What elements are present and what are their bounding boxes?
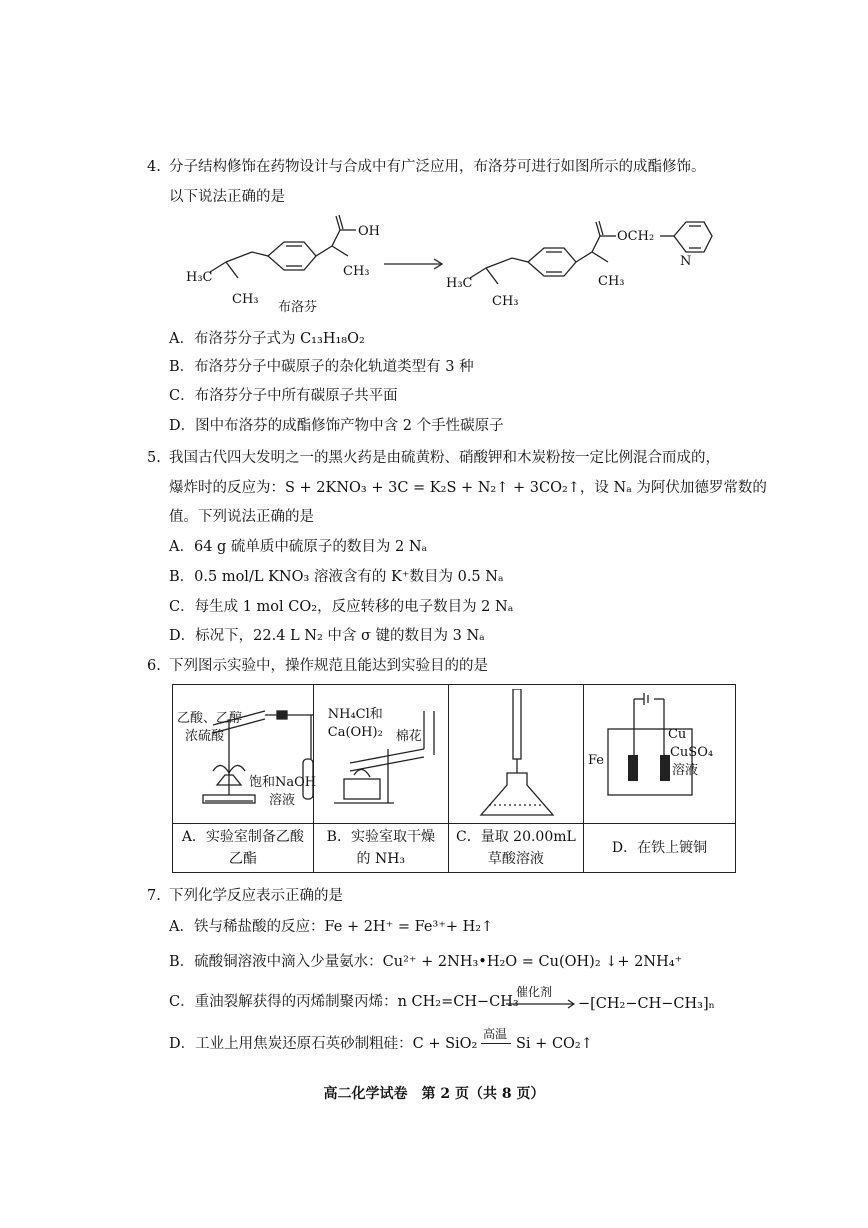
product-h3c-label: H₃C: [446, 276, 473, 291]
q7-option-c-arrow-icon: [506, 998, 578, 1010]
q7-option-c-product: −[CH₂−CH−CH₃]ₙ: [578, 996, 715, 1012]
q5-option-d: D．标况下，22.4 L N₂ 中含 σ 键的数目为 3 Nₐ: [169, 628, 485, 644]
experiment-a-caption: A．实验室制备乙酸 乙酯: [173, 824, 314, 873]
q5-option-b: B．0.5 mol/L KNO₃ 溶液含有的 K⁺数目为 0.5 Nₐ: [169, 569, 504, 585]
question-4-stem-line2: 以下说法正确的是: [169, 189, 285, 205]
question-7-number: 7.: [147, 888, 161, 904]
experiment-a-label-acid: 浓硫酸: [185, 729, 225, 744]
experiment-a-label-reagents: 乙酸、乙醇: [177, 711, 243, 726]
question-6-number: 6.: [147, 658, 161, 674]
product-ch3-bottom-label: CH₃: [492, 294, 519, 309]
reactant-name-label: 布洛芬: [278, 300, 318, 315]
q4-option-c: C．布洛芬分子中所有碳原子共平面: [169, 388, 398, 404]
experiment-b-caption: B．实验室取干燥 的 NH₃: [313, 824, 448, 873]
page-footer: 高二化学试卷 第 2 页（共 8 页）: [323, 1086, 545, 1102]
experiment-b-label-nh4cl: NH₄Cl和: [327, 707, 383, 722]
experiment-d-label-fe: Fe: [587, 753, 604, 768]
question-7-stem: 下列化学反应表示正确的是: [169, 888, 343, 904]
question-4-stem-line1: 分子结构修饰在药物设计与合成中有广泛应用，布洛芬可进行如图所示的成酯修饰。: [169, 159, 706, 175]
question-5-stem-line2: 爆炸时的反应为：S + 2KNO₃ + 3C = K₂S + N₂↑ + 3CO₂↑，设 Nₐ 为阿伏加德罗常数的: [169, 480, 767, 496]
q7-option-b: B．硫酸铜溶液中滴入少量氨水：Cu²⁺ + 2NH₃•H₂O = Cu(OH)₂ ↓+ 2NH₄⁺: [169, 954, 683, 970]
experiment-c-caption: C．量取 20.00mL 草酸溶液: [448, 824, 583, 873]
q7-option-c: C．重油裂解获得的丙烯制聚丙烯：n CH₂=CH−CH₃: [169, 994, 519, 1010]
experiment-b-figure: [313, 685, 448, 824]
question-5-stem-line1: 我国古代四大发明之一的黑火药是由硫黄粉、硝酸钾和木炭粉按一定比例混合而成的，: [169, 450, 720, 466]
product-n-label: N: [680, 254, 692, 269]
experiment-d-figure: [583, 685, 735, 824]
question-5-number: 5.: [147, 450, 161, 466]
reactant-ch3-right-label: CH₃: [343, 264, 370, 279]
q7-option-d-equals-line: [481, 1043, 511, 1044]
experiment-d-label-cu: Cu: [667, 727, 687, 742]
q5-option-c: C．每生成 1 mol CO₂，反应转移的电子数目为 2 Nₐ: [169, 599, 514, 615]
reactant-oh-label: OH: [358, 224, 380, 239]
reactant-h3c-label: H₃C: [186, 270, 213, 285]
experiment-d-label-cuso4: CuSO₄: [669, 745, 714, 760]
reactant-ch3-bottom-label: CH₃: [232, 292, 259, 307]
experiment-a-label-solution: 溶液: [269, 793, 296, 808]
q7-option-c-condition: 催化剂: [516, 985, 553, 999]
question-4-number: 4.: [147, 159, 161, 175]
q4-option-b: B．布洛芬分子中碳原子的杂化轨道类型有 3 种: [169, 359, 474, 375]
product-ch3-right-label: CH₃: [598, 274, 625, 289]
q5-option-a: A．64 g 硫单质中硫原子的数目为 2 Nₐ: [169, 539, 428, 555]
product-och2-label: OCH₂: [617, 229, 655, 244]
question-6-stem: 下列图示实验中，操作规范且能达到实验目的的是: [169, 658, 488, 674]
experiment-b-label-cotton: 棉花: [395, 729, 422, 744]
q7-option-d-condition: 高温: [483, 1027, 508, 1041]
q4-option-a: A．布洛芬分子式为 C₁₃H₁₈O₂: [169, 331, 365, 347]
q7-option-d: D．工业上用焦炭还原石英砂制粗硅：C + SiO₂: [169, 1036, 478, 1052]
burette-flask-icon: [449, 689, 583, 819]
experiment-c-figure: [448, 685, 583, 824]
experiment-d-caption: D．在铁上镀铜: [583, 824, 735, 873]
experiment-table: [172, 684, 736, 873]
q7-option-a: A．铁与稀盐酸的反应：Fe + 2H⁺ = Fe³⁺+ H₂↑: [169, 919, 494, 935]
experiment-b-label-caoh2: Ca(OH)₂: [327, 725, 383, 740]
q4-option-d: D．图中布洛芬的成酯修饰产物中含 2 个手性碳原子: [169, 418, 504, 434]
q4-reaction-figure: [180, 212, 740, 322]
question-5-stem-line3: 值。下列说法正确的是: [169, 509, 314, 525]
experiment-a-label-naoh: 饱和NaOH: [249, 775, 317, 790]
experiment-d-label-solution: 溶液: [671, 763, 698, 778]
experiment-a-figure: [173, 685, 317, 824]
q7-option-d-product: Si + CO₂↑: [516, 1036, 593, 1052]
